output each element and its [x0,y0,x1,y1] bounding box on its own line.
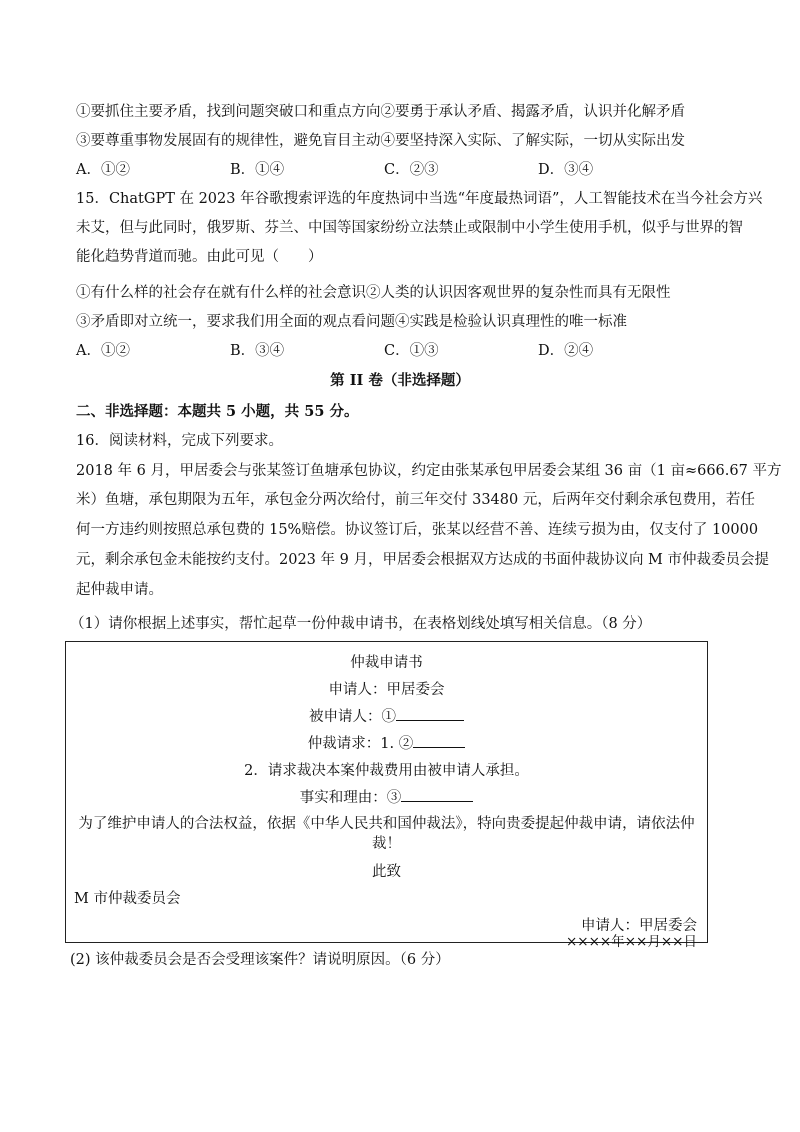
form-addressee: M 市仲裁委员会 [74,891,181,907]
q15-statements-b: ③矛盾即对立统一，要求我们用全面的观点看问题④实践是检验认识真理性的唯一标准 [76,314,627,330]
q15-option-a[interactable]: A．①② [76,343,130,359]
q16-material-line2: 米）鱼塘，承包期限为五年，承包金分两次给付，前三年交付 33480 元，后两年交付剩余承包费用，若任 [76,492,755,508]
arbitration-form [65,641,708,950]
q15-option-c[interactable]: C．①③ [384,343,439,359]
form-salute: 此致 [372,864,401,880]
form-title: 仲裁申请书 [350,655,423,671]
form-date: ××××年××月××日 [566,934,697,950]
q16-subquestion-1: （1）请你根据上述事实，帮忙起草一份仲裁申请书，在表格划线处填写相关信息。（8 分） [70,616,652,632]
q14-option-a[interactable]: A．①② [76,162,130,178]
form-request-row [66,732,707,753]
form-closing-line1: 为了维护申请人的合法权益，依据《中华人民共和国仲裁法》，特向贵委提起仲裁申请，请依法仲 [78,816,695,832]
q14-statements-b: ③要尊重事物发展固有的规律性，避免盲目主动④要坚持深入实际、了解实际，一切从实际出发 [76,133,685,149]
q14-option-c[interactable]: C．②③ [384,162,439,178]
form-applicant: 申请人：甲居委会 [328,682,445,698]
q16-material-line4: 元，剩余承包金未能按约支付。2023 年 9 月，甲居委会根据双方达成的书面仲裁协议向 M 市仲裁委员会提 [76,552,770,568]
q15-stem-line2: 未艾，但与此同时，俄罗斯、芬兰、中国等国家纷纷立法禁止或限制中小学生使用手机，似乎与世界的智 [76,220,743,236]
q14-options [76,158,716,179]
form-facts-label: 事实和理由：③ [299,790,402,806]
section-heading: 二、非选择题：本题共 5 小题，共 55 分。 [76,403,359,420]
form-respondent-row [66,705,707,726]
form-request-2: 2．请求裁决本案仲裁费用由被申请人承担。 [244,763,529,779]
q15-statements-a: ①有什么样的社会存在就有什么样的社会意识②人类的认识因客观世界的复杂性而具有无限性 [76,285,671,301]
q16-material-line5: 起仲裁申请。 [76,582,163,598]
form-signature: 申请人：甲居委会 [581,918,697,934]
form-request-label: 仲裁请求：1. ② [307,736,414,752]
form-closing-line2: 裁！ [372,836,401,852]
form-respondent-label: 被申请人：① [309,709,396,725]
q16-material-line1: 2018 年 6 月，甲居委会与张某签订鱼塘承包协议，约定由张某承包甲居委会某组 36 亩（1 亩≈666.67 平方 [76,463,782,479]
section-title: 第 II 卷（非选择题） [330,372,470,389]
q15-stem-line1: 15．ChatGPT 在 2023 年谷歌搜索评选的年度热词中当选“年度最热词语”，人工智能技术在当今社会方兴 [76,191,763,207]
q14-statements-a: ①要抓住主要矛盾，找到问题突破口和重点方向②要勇于承认矛盾、揭露矛盾，认识并化解矛盾 [76,104,685,120]
q16-material-line3: 何一方违约则按照总承包费的 15%赔偿。协议签订后，张某以经营不善、连续亏损为由，仅支付了 10000 [76,522,759,538]
q16-subquestion-2: (2) 该仲裁委员会是否会受理该案件？请说明原因。（6 分） [70,952,450,968]
q15-option-b[interactable]: B．③④ [230,343,285,359]
q16-intro: 16．阅读材料，完成下列要求。 [76,433,283,449]
q14-option-d[interactable]: D．③④ [538,162,594,178]
blank-3[interactable] [401,787,473,802]
q15-option-d[interactable]: D．②④ [538,343,594,359]
form-facts-row [66,786,707,807]
q15-options [76,339,716,360]
blank-1[interactable] [396,706,464,721]
q15-stem-line3: 能化趋势背道而驰。由此可见（ ） [76,249,323,265]
blank-2[interactable] [413,733,465,748]
q14-option-b[interactable]: B．①④ [230,162,285,178]
